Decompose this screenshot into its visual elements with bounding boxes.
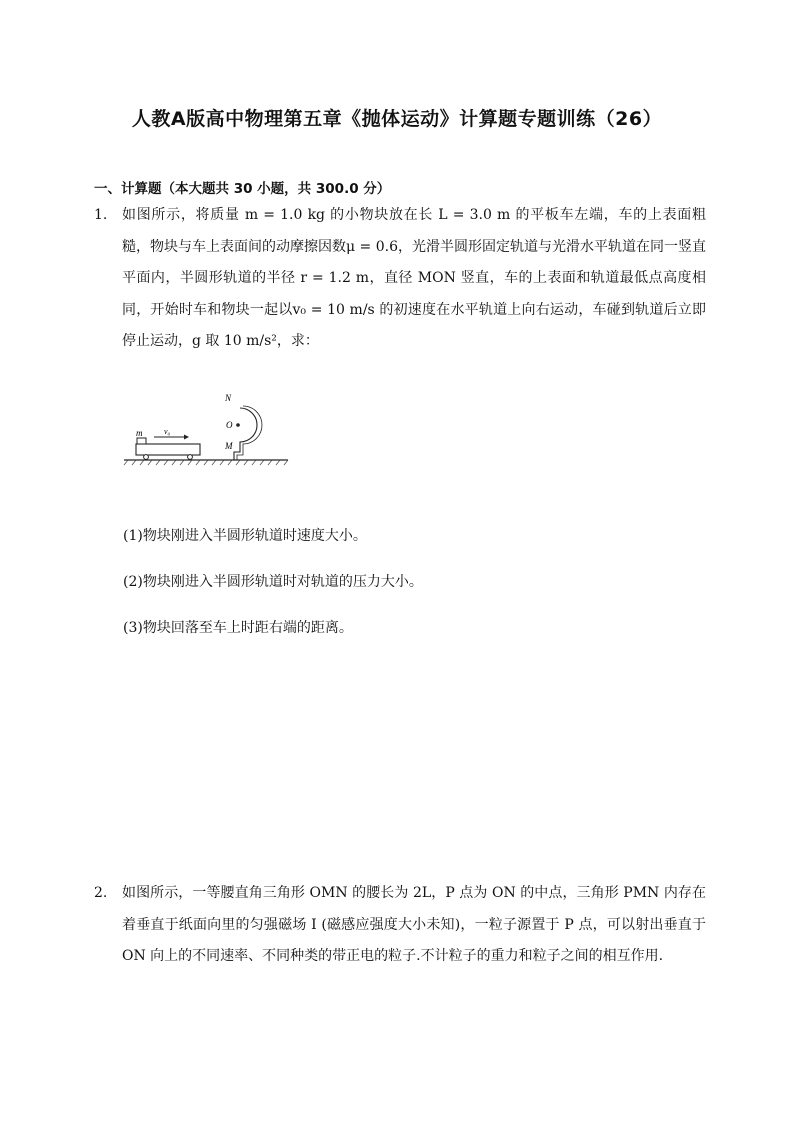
cart-wheel-left xyxy=(144,455,149,460)
label-O: O xyxy=(226,420,233,430)
semicircular-track-outer xyxy=(237,406,262,460)
semicircular-track xyxy=(234,408,257,460)
question-1-text: 如图所示，将质量 m = 1.0 kg 的小物块放在长 L = 3.0 m 的平板车左端，车的上表面粗糙，物块与车上表面间的动摩擦因数μ = 0.6，光滑半圆形固定轨道与光滑水平轨道在同一竖直平面内，半圆形轨道的半径 r = 1.2 m，直径 MON 竖直，车的上表面和轨道最低点高度相同，开始时车和物块一起以v₀ = 10 m/s 的初速度在水平轨道上向右运动，车碰到轨道后立即停止运动，g 取 10 m/s²，求： xyxy=(122,207,706,349)
center-point xyxy=(236,423,240,427)
label-v0: v₀ xyxy=(164,427,171,436)
section-heading: 一、计算题（本大题共 30 小题，共 300.0 分） xyxy=(94,181,391,197)
ground-hatching xyxy=(124,460,288,465)
label-m: m xyxy=(136,428,143,438)
cart-track-figure xyxy=(122,388,292,468)
cart xyxy=(136,444,200,455)
question-1-sub-2: (2)物块刚进入半圆形轨道时对轨道的压力大小。 xyxy=(123,574,423,590)
label-N: N xyxy=(225,393,232,403)
cart-wheel-right xyxy=(188,455,193,460)
small-block xyxy=(137,438,146,444)
question-1-sub-1: (1)物块刚进入半圆形轨道时速度大小。 xyxy=(123,528,367,544)
label-M: M xyxy=(225,441,233,451)
question-1-number: 1. xyxy=(94,207,108,223)
page-title: 人教A版高中物理第五章《抛体运动》计算题专题训练（26） xyxy=(131,108,663,130)
question-2-text: 如图所示，一等腰直角三角形 OMN 的腰长为 2L，P 点为 ON 的中点，三角形 PMN 内存在着垂直于纸面向里的匀强磁场 I (磁感应强度大小未知)，一粒子源置于 P 点，可以射出垂直于 ON 向上的不同速率、不同种类的带正电的粒子.不计粒子的重力和粒子之间的相互作用. xyxy=(122,885,706,964)
question-1-sub-3: (3)物块回落至车上时距右端的距离。 xyxy=(123,620,353,636)
question-2-number: 2. xyxy=(94,885,108,901)
velocity-arrowhead xyxy=(184,435,189,440)
